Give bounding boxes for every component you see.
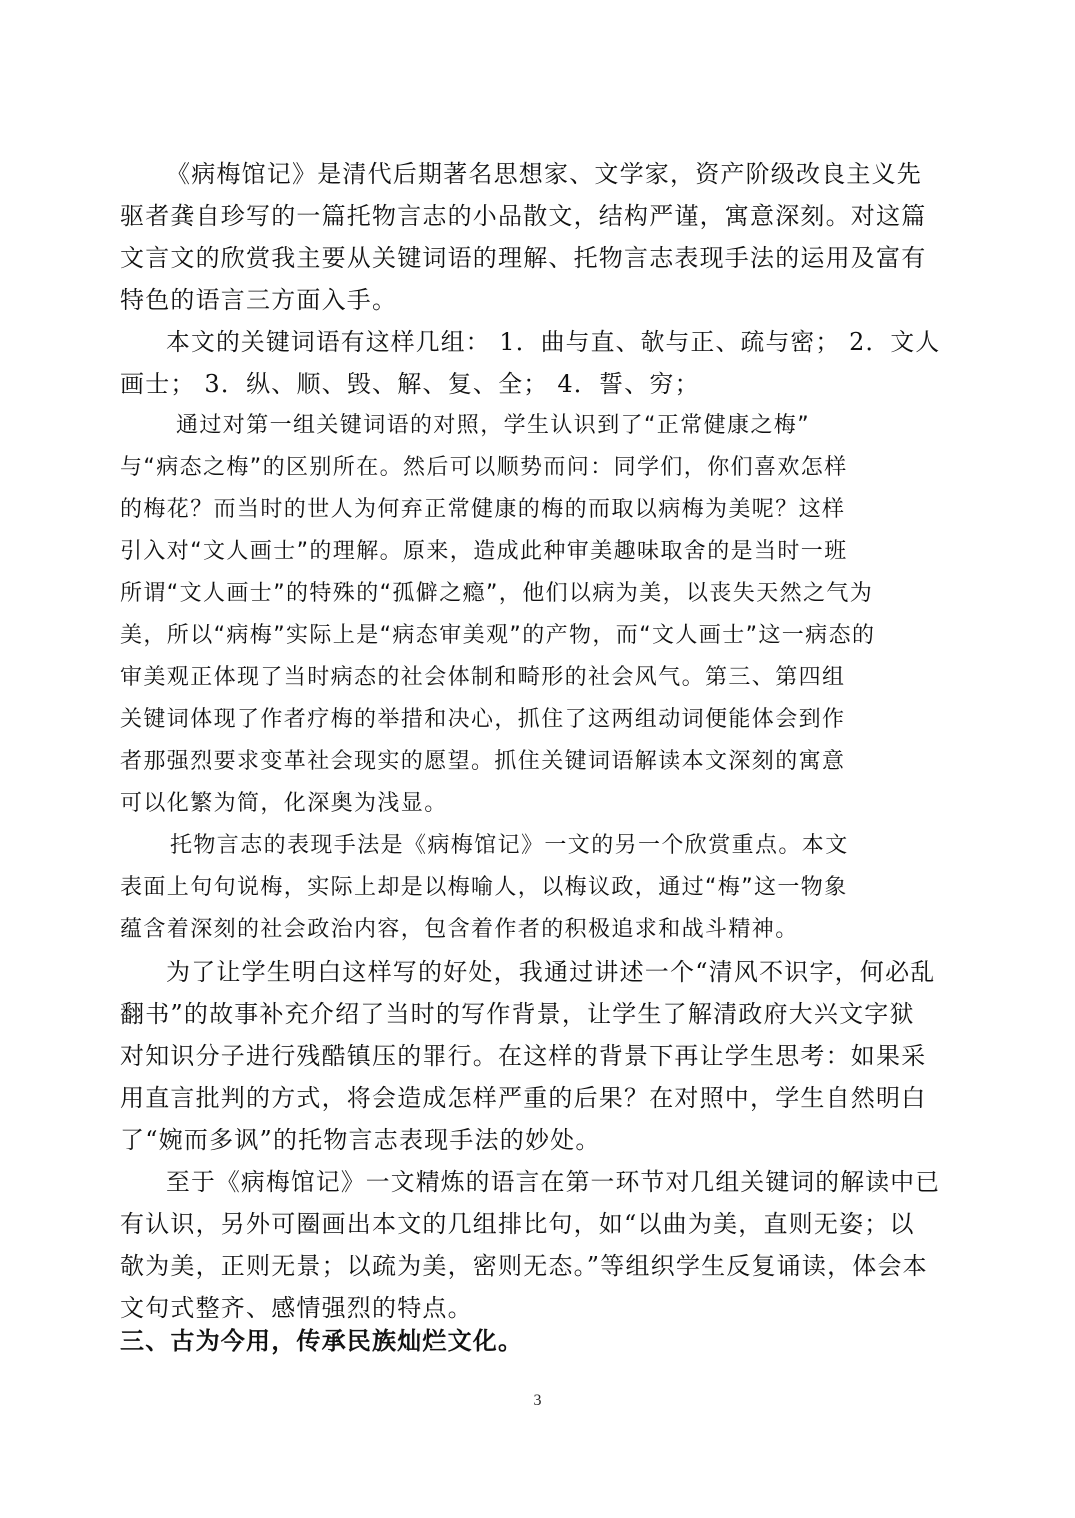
paragraph-2-line-1: 本文的关键词语有这样几组： 1．曲与直、欹与正、疏与密； 2．文人 <box>166 328 941 356</box>
paragraph-3-line-4: 引入对“文人画士”的理解。原来，造成此种审美趣味取舍的是当时一班 <box>120 539 848 564</box>
paragraph-6-line-3: 欹为美，正则无景；以疏为美，密则无态。”等组织学生反复诵读，体会本 <box>120 1252 928 1280</box>
paragraph-3-line-8: 关键词体现了作者疗梅的举措和决心，抓住了这两组动词便能体会到作 <box>120 707 846 732</box>
paragraph-2-line-2: 画士； 3．纵、顺、毁、解、复、全； 4．誓、穷； <box>120 370 700 398</box>
paragraph-5-line-4: 用直言批判的方式，将会造成怎样严重的后果？在对照中，学生自然明白 <box>120 1084 927 1112</box>
section-heading: 三、古为今用，传承民族灿烂文化。 <box>120 1326 524 1355</box>
paragraph-3-line-1: 通过对第一组关键词语的对照，学生认识到了“正常健康之梅” <box>176 413 810 438</box>
paragraph-3-line-2: 与“病态之梅”的区别所在。然后可以顺势而问：同学们，你们喜欢怎样 <box>120 455 848 480</box>
paragraph-3-line-3: 的梅花？而当时的世人为何弃正常健康的梅的而取以病梅为美呢？这样 <box>120 497 846 522</box>
paragraph-5-line-2: 翻书”的故事补充介绍了当时的写作背景，让学生了解清政府大兴文字狱 <box>120 1000 915 1028</box>
paragraph-1-line-3: 文言文的欣赏我主要从关键词语的理解、托物言志表现手法的运用及富有 <box>120 244 927 272</box>
paragraph-6-line-4: 文句式整齐、感情强烈的特点。 <box>120 1294 473 1322</box>
paragraph-3-line-10: 可以化繁为简，化深奥为浅显。 <box>120 791 448 816</box>
paragraph-4-line-3: 蕴含着深刻的社会政治内容，包含着作者的积极追求和战斗精神。 <box>120 917 799 942</box>
paragraph-5-line-3: 对知识分子进行残酷镇压的罪行。在这样的背景下再让学生思考：如果采 <box>120 1042 927 1070</box>
paragraph-3-line-5: 所谓“文人画士”的特殊的“孤僻之瘾”，他们以病为美，以丧失天然之气为 <box>120 581 874 606</box>
paragraph-6-line-1: 至于《病梅馆记》一文精炼的语言在第一环节对几组关键词的解读中已 <box>166 1168 941 1196</box>
paragraph-5-line-1: 为了让学生明白这样写的好处，我通过讲述一个“清风不识字，何必乱 <box>166 958 936 986</box>
paragraph-6-line-2: 有认识，另外可圈画出本文的几组排比句，如“以曲为美，直则无姿；以 <box>120 1210 915 1238</box>
paragraph-4-line-2: 表面上句句说梅，实际上却是以梅喻人，以梅议政，通过“梅”这一物象 <box>120 875 848 900</box>
paragraph-3-line-7: 审美观正体现了当时病态的社会体制和畸形的社会风气。第三、第四组 <box>120 665 846 690</box>
paragraph-3-line-9: 者那强烈要求变革社会现实的愿望。抓住关键词语解读本文深刻的寓意 <box>120 749 846 774</box>
paragraph-1-line-1: 《病梅馆记》是清代后期著名思想家、文学家，资产阶级改良主义先 <box>166 160 922 188</box>
paragraph-3-line-6: 美，所以“病梅”实际上是“病态审美观”的产物，而“文人画士”这一病态的 <box>120 623 876 648</box>
paragraph-1-line-4: 特色的语言三方面入手。 <box>120 286 398 314</box>
page-number: 3 <box>533 1392 542 1409</box>
paragraph-5-line-5: 了“婉而多讽”的托物言志表现手法的妙处。 <box>120 1126 601 1154</box>
paragraph-1-line-2: 驱者龚自珍写的一篇托物言志的小品散文，结构严谨，寓意深刻。对这篇 <box>120 202 927 230</box>
paragraph-4-line-1: 托物言志的表现手法是《病梅馆记》一文的另一个欣赏重点。本文 <box>170 833 849 858</box>
